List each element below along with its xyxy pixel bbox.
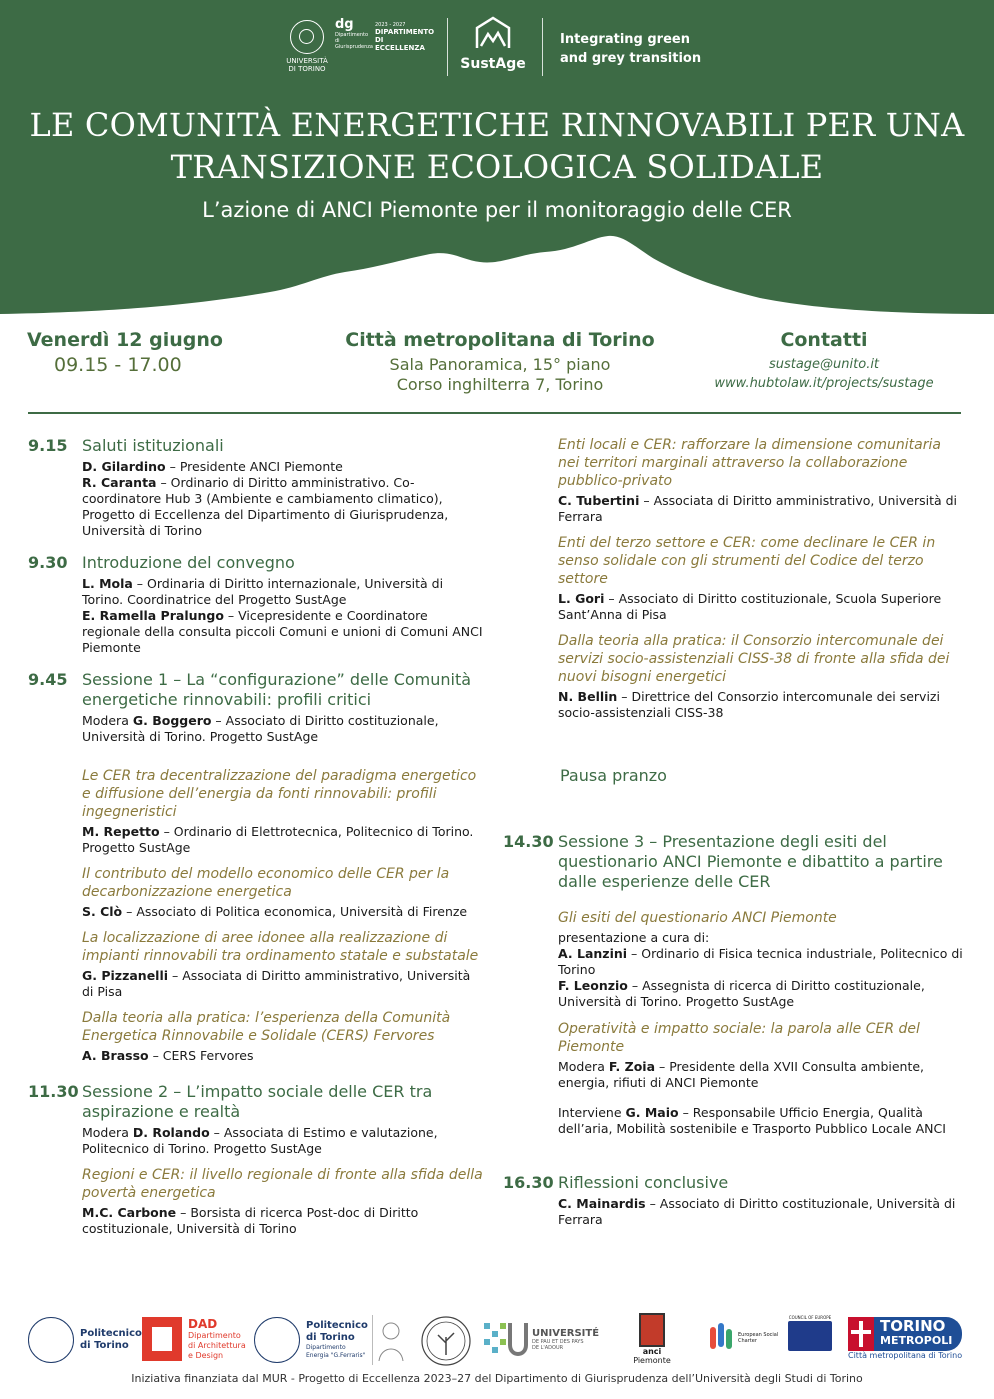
esc-logo: European Social Charter (708, 1321, 782, 1355)
sustage-logo: SustAge (455, 16, 531, 72)
dad-logo: DAD Dipartimento di Architettura e Design (142, 1317, 246, 1361)
lunch-break: Pausa pranzo (560, 766, 667, 785)
divider (28, 412, 961, 414)
dad-mark-icon (142, 1317, 182, 1361)
polito-energia-logo: Politecnico di Torino Dipartimento Energia "G.Ferraris" (254, 1317, 370, 1363)
polito-seal-icon (254, 1317, 300, 1363)
anci-shield-icon (639, 1313, 665, 1347)
session-conclusive: 16.30 Riflessioni conclusive C. Mainardis – Associato di Diritto costituzionale, Università di Ferrara (503, 1173, 956, 1227)
uppa-logo: UNIVERSITÉ DE PAU ET DES PAYS DE L'ADOUR (484, 1319, 599, 1359)
program-right-column: Enti locali e CER: rafforzare la dimensione comunitaria nei territori marginali attraverso la collaborazione pubblico-privato C. Tubertini – Associata di Diritto amministrativo, Università di Ferrara Enti del terzo settore e CER: come declinare le CER in senso solidale con gli strumenti del Codice del terzo settore L. Gori – Associato di Diritto costituzionale, Scuola Superiore Sant’Anna di Pisa Dalla teoria alla pratica: il Consorzio intercomunale dei servizi socio-assistenziali CISS-38 di fronte alla sfida dei nuovi bisogni energetici N. Bellin – Direttrice del Consorzio intercomunale dei servizi socio-assistenziali CISS-38 Pausa pranzo 14.30 Sessione 3 – Presentazione degli esiti del questionario ANCI Piemonte e dibattito a partire dalle esperienze delle CER Gli esiti del questionario ANCI Piemonte presentazione a cura di: A. Lanzini – Ordinario di Fisica tecnica industriale, Politecnico di Torino F. Leonzio – Assegnista di ricerca di Diritto costituzionale, Università di Torino. Progetto SustAge Operatività e impatto sociale: la parola alle CER del Piemonte Modera F. Zoia – Presidente della XVII Consulta ambiente, energia, rifiuti di ANCI Piemonte Interviene G. Maio – Responsabile Ufficio Energia, Qualità dell’aria, Mobilità sostenibile e Trasporto Pubblico Locale ANCI 16.30 Riflessioni conclusive C. Mainardis – Associato di Diritto costituzionale, Università di Ferrara (503, 437, 963, 1227)
venue-block: Città metropolitana di Torino Sala Panoramica, 15° piano Corso inghilterra 7, Torino (345, 329, 655, 394)
session-3: 14.30 Sessione 3 – Presentazione degli esiti del questionario ANCI Piemonte e dibattito a partire dalle esperienze delle CER Gli esiti del questionario ANCI Piemonte presentazione a cura di: A. Lanzini – Ordinario di Fisica tecnica industriale, Politecnico di Torino F. Leonzio – Assegnista di ricerca di Diritto costituzionale, Università di Torino. Progetto SustAge Operatività e impatto sociale: la parola alle CER del Piemonte Modera F. Zoia – Presidente della XVII Consulta ambiente, energia, rifiuti di ANCI Piemonte Interviene G. Maio – Responsabile Ufficio Energia, Qualità dell’aria, Mobilità sostenibile e Trasporto Pubblico Locale ANCI (503, 832, 963, 1136)
contacts-block: Contatti sustage@unito.it www.hubtolaw.it/projects/sustage (690, 328, 958, 393)
tagline: Integrating green and grey transition (560, 32, 702, 66)
mountain-logo-icon (472, 16, 514, 50)
session-2: 11.30 Sessione 2 – L’impatto sociale delle CER tra aspirazione e realtà Modera D. Rolando – Associata di Estimo e valutazione, Politecnico di Torino. Progetto SustAge Regioni e CER: il livello regionale di fronte alla sfida della povertà energetica M.C. Carbone – Borsista di ricerca Post-doc di Diritto costituzionale, Università di Torino (28, 1082, 483, 1236)
footer-logos (0, 1313, 994, 1373)
session-introduzione: 9.30 Introduzione del convegno L. Mola – Ordinaria di Diritto internazionale, Università di Torino. Coordinatrice del Progetto SustAge E. Ramella Pralungo – Vicepresidente e Coordinatore regionale della consulta piccoli Comuni e unioni di Comuni ANCI Piemonte (28, 553, 483, 655)
event-title: LE COMUNITÀ ENERGETICHE RINNOVABILI PER UNA TRANSIZIONE ECOLOGICA SOLIDALE (29, 106, 965, 186)
anci-logo: anci Piemonte (632, 1313, 672, 1365)
logo-row (0, 14, 994, 84)
unito-seal-icon (290, 20, 324, 54)
web-link[interactable]: www.hubtolaw.it/projects/sustage (714, 376, 934, 391)
torino-metropoli-logo: TORINO METROPOLI Città metropolitana di Torino (848, 1317, 963, 1360)
dg-logo: dg Dipartimento di Giurisprudenza (335, 17, 373, 50)
portrait-icon (373, 1315, 409, 1365)
uppa-mark-icon (484, 1319, 528, 1359)
funding-note: Iniziativa finanziata dal MUR - Progetto di Eccellenza 2023–27 del Dipartimento di Giurisprudenza dell’Università degli Studi di Torino (131, 1372, 863, 1385)
portrait-logo (372, 1315, 411, 1365)
email-link[interactable]: sustage@unito.it (768, 357, 880, 372)
unito-logo: UNIVERSITÀ DI TORINO (282, 20, 332, 73)
tree-seal-icon (420, 1315, 472, 1367)
tree-seal-logo (420, 1315, 472, 1371)
polito-seal-icon (28, 1317, 74, 1363)
session-saluti: 9.15 Saluti istituzionali D. Gilardino – Presidente ANCI Piemonte R. Caranta – Ordinario di Diritto amministrativo. Co-coordinatore Hub 3 (Ambiente e cambiamento climatico), Progetto di Eccellenza del Dipartimento di Giurisprudenza, Università di Torino (28, 436, 449, 538)
dipartimento-eccellenza-logo: 2023 - 2027 DIPARTIMENTO DI ECCELLENZA (375, 22, 435, 52)
logo-divider (542, 18, 543, 76)
polito-logo: Politecnico di Torino (28, 1317, 140, 1363)
coe-flag-icon (788, 1321, 832, 1351)
session-1: 9.45 Sessione 1 – La “configurazione” delle Comunità energetiche rinnovabili: profili critici Modera G. Boggero – Associato di Diritto costituzionale, Università di Torino. Progetto SustAge Le CER tra decentralizzazione del paradigma energetico e diffusione dell’energia da fonti rinnovabili: profili ingegneristici M. Repetto – Ordinario di Elettrotecnica, Politecnico di Torino. Progetto SustAge Il contributo del modello economico delle CER per la decarbonizzazione energetica S. Clò – Associato di Politica economica, Università di Firenze La localizzazione di aree idonee alla realizzazione di impianti rinnovabili tra ordinamento statale e substatale G. Pizzanelli – Associata di Diritto amministrativo, Università di Pisa Dalla teoria alla pratica: l’esperienza della Comunità Energetica Rinnovabile e Solidale (CERS) Fervores A. Brasso – CERS Fervores (28, 670, 479, 1063)
torino-cross-icon (848, 1317, 874, 1351)
program-left-column (28, 436, 483, 1237)
logo-divider (447, 18, 448, 76)
date-block: Venerdì 12 giugno 09.15 - 17.00 (27, 329, 223, 376)
mountain-silhouette (0, 232, 994, 316)
hands-icon (708, 1321, 734, 1355)
coe-logo: COUNCIL OF EUROPE (786, 1315, 834, 1351)
event-subtitle: L’azione di ANCI Piemonte per il monitoraggio delle CER (202, 198, 792, 222)
